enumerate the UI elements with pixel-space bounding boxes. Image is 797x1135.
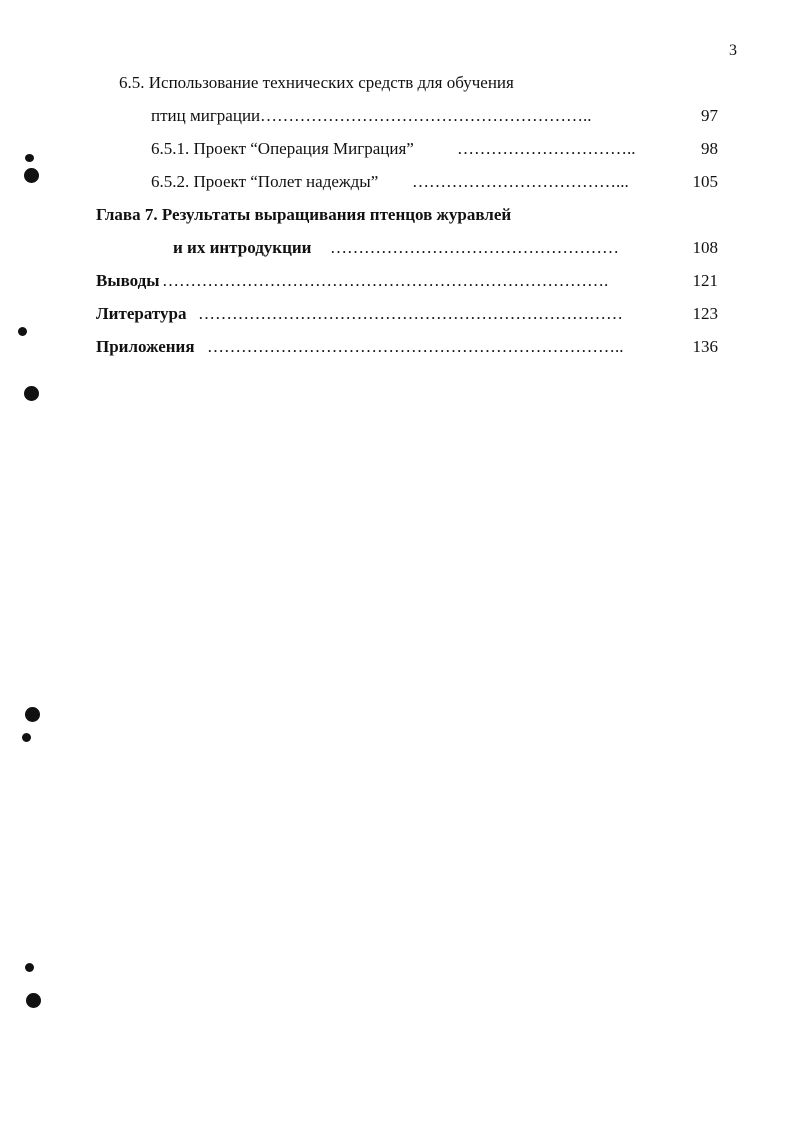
toc-entry-6-5-2-title: 6.5.2. Проект “Полет надежды” <box>151 172 379 191</box>
toc-entry-appendices-title: Приложения <box>96 337 195 356</box>
toc-entry-6-5-1-leader: ………………………….. <box>457 139 636 158</box>
toc-entry-6-5-page: 97 <box>701 106 718 125</box>
toc-entry-literature-page: 123 <box>692 304 718 323</box>
toc-entry-6-5-1-title: 6.5.1. Проект “Операция Миграция” <box>151 139 414 158</box>
toc-entry-appendices-leader: ……………………………………………………………….. <box>207 337 624 356</box>
punch-hole <box>24 168 39 183</box>
toc-entry-6-5-leader: ………………………………………………….. <box>260 106 592 125</box>
toc-entry-literature-title: Литература <box>96 304 187 323</box>
toc-entry-6-5-title-cont: птиц миграции <box>151 106 261 125</box>
toc-entry-conclusions-title: Выводы <box>96 271 160 290</box>
punch-hole <box>25 963 34 972</box>
toc-entry-6-5-1-page: 98 <box>701 139 718 158</box>
toc-entry-6-5-2-page: 105 <box>692 172 718 191</box>
toc-entry-6-5-2-leader: ………………………………... <box>412 172 629 191</box>
toc-entry-ch7-title-cont: и их интродукции <box>173 238 312 257</box>
punch-hole <box>25 707 40 722</box>
punch-hole <box>18 327 27 336</box>
punch-hole <box>26 993 41 1008</box>
punch-hole <box>25 154 34 162</box>
toc-entry-ch7-page: 108 <box>692 238 718 257</box>
toc-entry-ch7-title: Глава 7. Результаты выращивания птенцов журавлей <box>96 205 512 224</box>
toc-entry-6-5-title: 6.5. Использование технических средств для обучения <box>119 73 514 92</box>
toc-entry-ch7-leader: …………………………………………… <box>330 238 619 257</box>
toc-entry-literature-leader: ………………………………………………………………… <box>198 304 623 323</box>
toc-entry-conclusions-leader: ……………………………………………………………………. <box>162 271 609 290</box>
page-number: 3 <box>729 42 737 59</box>
toc-entry-appendices-page: 136 <box>692 337 718 356</box>
punch-hole <box>22 733 31 742</box>
punch-hole <box>24 386 39 401</box>
toc-entry-conclusions-page: 121 <box>692 271 718 290</box>
